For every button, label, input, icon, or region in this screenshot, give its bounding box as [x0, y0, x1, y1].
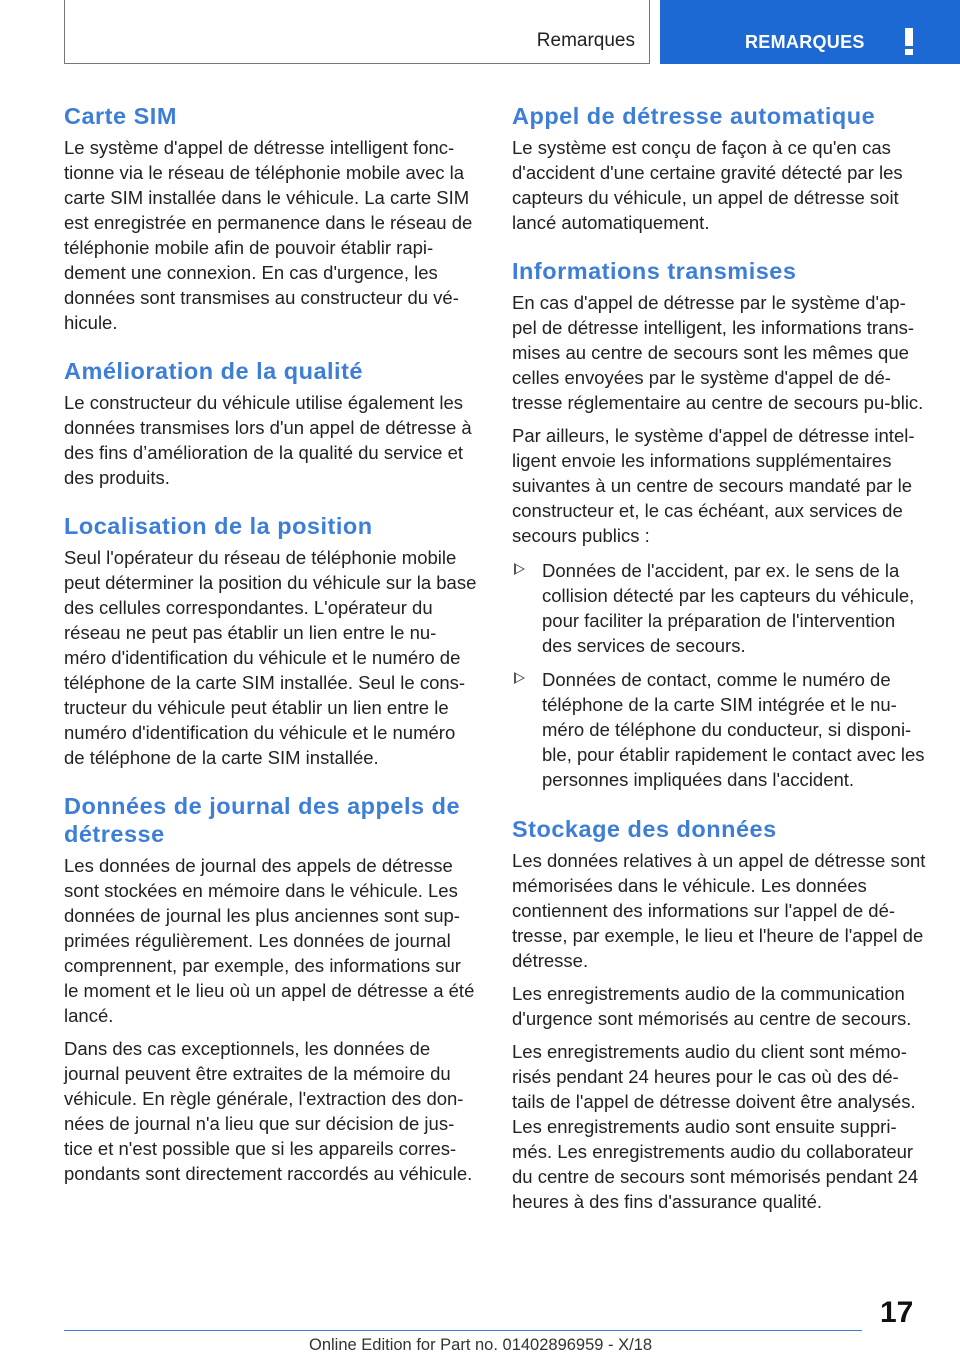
header-chapter-label: REMARQUES — [745, 32, 865, 52]
section-title-carte-sim: Carte SIM — [64, 103, 177, 129]
triangle-bullet-icon — [514, 672, 525, 684]
list-item — [512, 667, 926, 792]
header-chapter-tab — [660, 0, 960, 64]
footer-divider — [64, 1330, 862, 1331]
paragraph: Les enregistrements audio du client sont mémo-risés pendant 24 heures pour le cas où des dé-tails de l'appel de détresse doivent être analysés. Les enregistrements audio sont ensuite suppri-més. Les enregistrements audio du collaborateur du centre de secours sont mémorisés pendant 24 heures à des fins d'assurance qualité. — [512, 1041, 919, 1212]
paragraph: Les données de journal des appels de détresse sont stockées en mémoire dans le véhicule. Les données de journal les plus anciennes sont sup-primées régulièrement. Les données de journal comprennent, par exemple, des informations sur le moment et le lieu où un appel de détresse a été lancé. — [64, 855, 475, 1026]
section-title-stockage-donnees: Stockage des données — [512, 816, 777, 842]
header-section-label: Remarques — [536, 30, 635, 51]
paragraph: Le système d'appel de détresse intelligent fonc-tionne via le réseau de téléphonie mobile avec la carte SIM installée dans le véhicule. La carte SIM est enregistrée en permanence dans le réseau de téléphonie mobile afin de pouvoir établir rapi-dement une connexion. En cas d'urgence, les données sont transmises au constructeur du vé-hicule. — [64, 137, 473, 333]
footer-edition-text: Online Edition for Part no. 01402896959 - X/18 — [309, 1336, 653, 1354]
exclamation-icon — [900, 28, 920, 56]
paragraph: Dans des cas exceptionnels, les données de journal peuvent être extraites de la mémoire du véhicule. En règle générale, l'extraction des don-nées de journal n'a lieu que sur décision de jus-tice et n'est possible que si les appareils corres-pondants sont directement raccordés au véhicule. — [64, 1038, 473, 1184]
section-title-localisation-position: Localisation de la position — [64, 513, 373, 539]
bullet-list — [512, 558, 926, 792]
left-column — [64, 102, 478, 1194]
list-item-text: Données de contact, comme le numéro de téléphone de la carte SIM intégrée et le nu-méro de téléphone du conducteur, si disponi-ble, pour établir rapidement le contact avec les personnes impliquées dans l'accident. — [542, 669, 925, 790]
paragraph: En cas d'appel de détresse par le système d'ap-pel de détresse intelligent, les informations trans-mises au centre de secours sont les mêmes que celles envoyées par le système d'appel de dé-tresse réglementaire au centre de secours pu-blic. — [512, 292, 924, 413]
list-item — [512, 558, 926, 658]
triangle-bullet-icon — [514, 563, 525, 575]
paragraph: Par ailleurs, le système d'appel de détresse intel-ligent envoie les informations supplémentaires suivantes à un centre de secours mandaté par le constructeur et, le cas échéant, aux services de secours publics : — [512, 425, 915, 546]
section-title-donnees-journal: Données de journal des appels de détresse — [64, 793, 461, 847]
section-title-amelioration-qualite: Amélioration de la qualité — [64, 358, 363, 384]
section-title-informations-transmises: Informations transmises — [512, 258, 797, 284]
paragraph: Le système est conçu de façon à ce qu'en cas d'accident d'une certaine gravité détecté par les capteurs du véhicule, un appel de détresse soit lancé automatiquement. — [512, 137, 903, 233]
paragraph: Le constructeur du véhicule utilise également les données transmises lors d'un appel de détresse à des fins d’amélioration de la qualité du service et des produits. — [64, 392, 472, 488]
paragraph: Les données relatives à un appel de détresse sont mémorisées dans le véhicule. Les données contiennent des informations sur l'appel de dé-tresse, par exemple, le lieu et l'heure de l'appel de détresse. — [512, 850, 926, 971]
paragraph: Seul l'opérateur du réseau de téléphonie mobile peut déterminer la position du véhicule sur la base des cellules correspondantes. L'opérateur du réseau ne peut pas établir un lien entre le nu-méro d'identification du véhicule et le numéro de téléphone de la carte SIM installée. Seul le cons-tructeur du véhicule peut établir un lien entre le numéro d'identification du véhicule et le numéro de téléphone de la carte SIM installée. — [64, 547, 477, 768]
section-title-appel-automatique: Appel de détresse automatique — [512, 103, 876, 129]
header-section-box — [64, 0, 650, 64]
right-column — [512, 102, 926, 1222]
page-number: 17 — [880, 1296, 914, 1329]
paragraph: Les enregistrements audio de la communication d'urgence sont mémorisés au centre de secours. — [512, 983, 912, 1029]
list-item-text: Données de l'accident, par ex. le sens de la collision détecté par les capteurs du véhicule, pour faciliter la préparation de l'intervention des services de secours. — [542, 560, 915, 656]
